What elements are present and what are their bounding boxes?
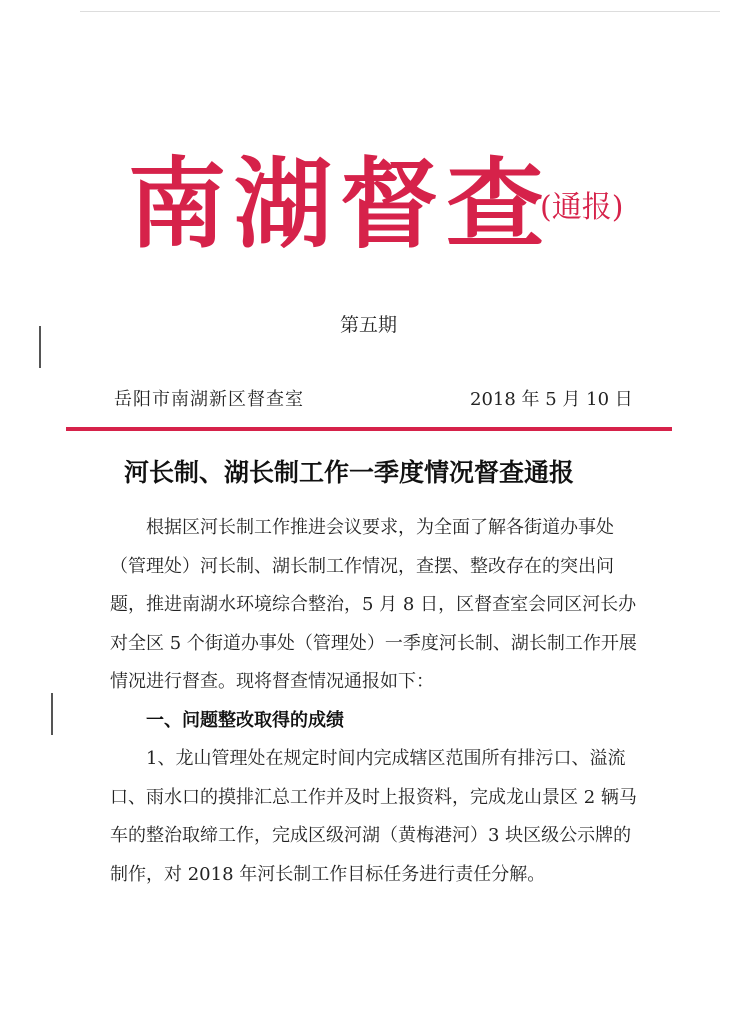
document-title: 河长制、湖长制工作一季度情况督查通报 bbox=[124, 458, 575, 487]
red-divider bbox=[66, 427, 672, 431]
issue-date: 2018 年 5 月 10 日 bbox=[470, 389, 633, 410]
intro-paragraph: 根据区河长制工作推进会议要求，为全面了解各街道办事处（管理处）河长制、湖长制工作情况，查摆、整改存在的突出问题，推进南湖水环境综合整治，5 月 8 日，区督查室会同区河长办对全区 5 个街道办事处（管理处）一季度河长制、湖长制工作开展情况进行督查。现将督查情况通报如下： bbox=[110, 517, 637, 692]
scan-edge-line bbox=[80, 11, 720, 12]
masthead-subtitle: (通报) bbox=[540, 190, 624, 225]
item-paragraph: 1、龙山管理处在规定时间内完成辖区范围所有排污口、溢流口、雨水口的摸排汇总工作并及时上报资料，完成龙山景区 2 辆马车的整治取缔工作，完成区级河湖（黄梅港河）3 块区级公示牌的制作，对 2018 年河长制工作目标任务进行责任分解。 bbox=[110, 748, 637, 885]
issuer: 岳阳市南湖新区督查室 bbox=[114, 389, 304, 410]
binding-mark-bottom bbox=[51, 693, 53, 735]
section-heading: 一、问题整改取得的成绩 bbox=[146, 709, 344, 731]
document-body bbox=[110, 509, 640, 894]
issue-number: 第五期 bbox=[340, 314, 398, 336]
masthead-title: 南湖督查 bbox=[128, 147, 553, 262]
binding-mark-top bbox=[39, 326, 41, 368]
